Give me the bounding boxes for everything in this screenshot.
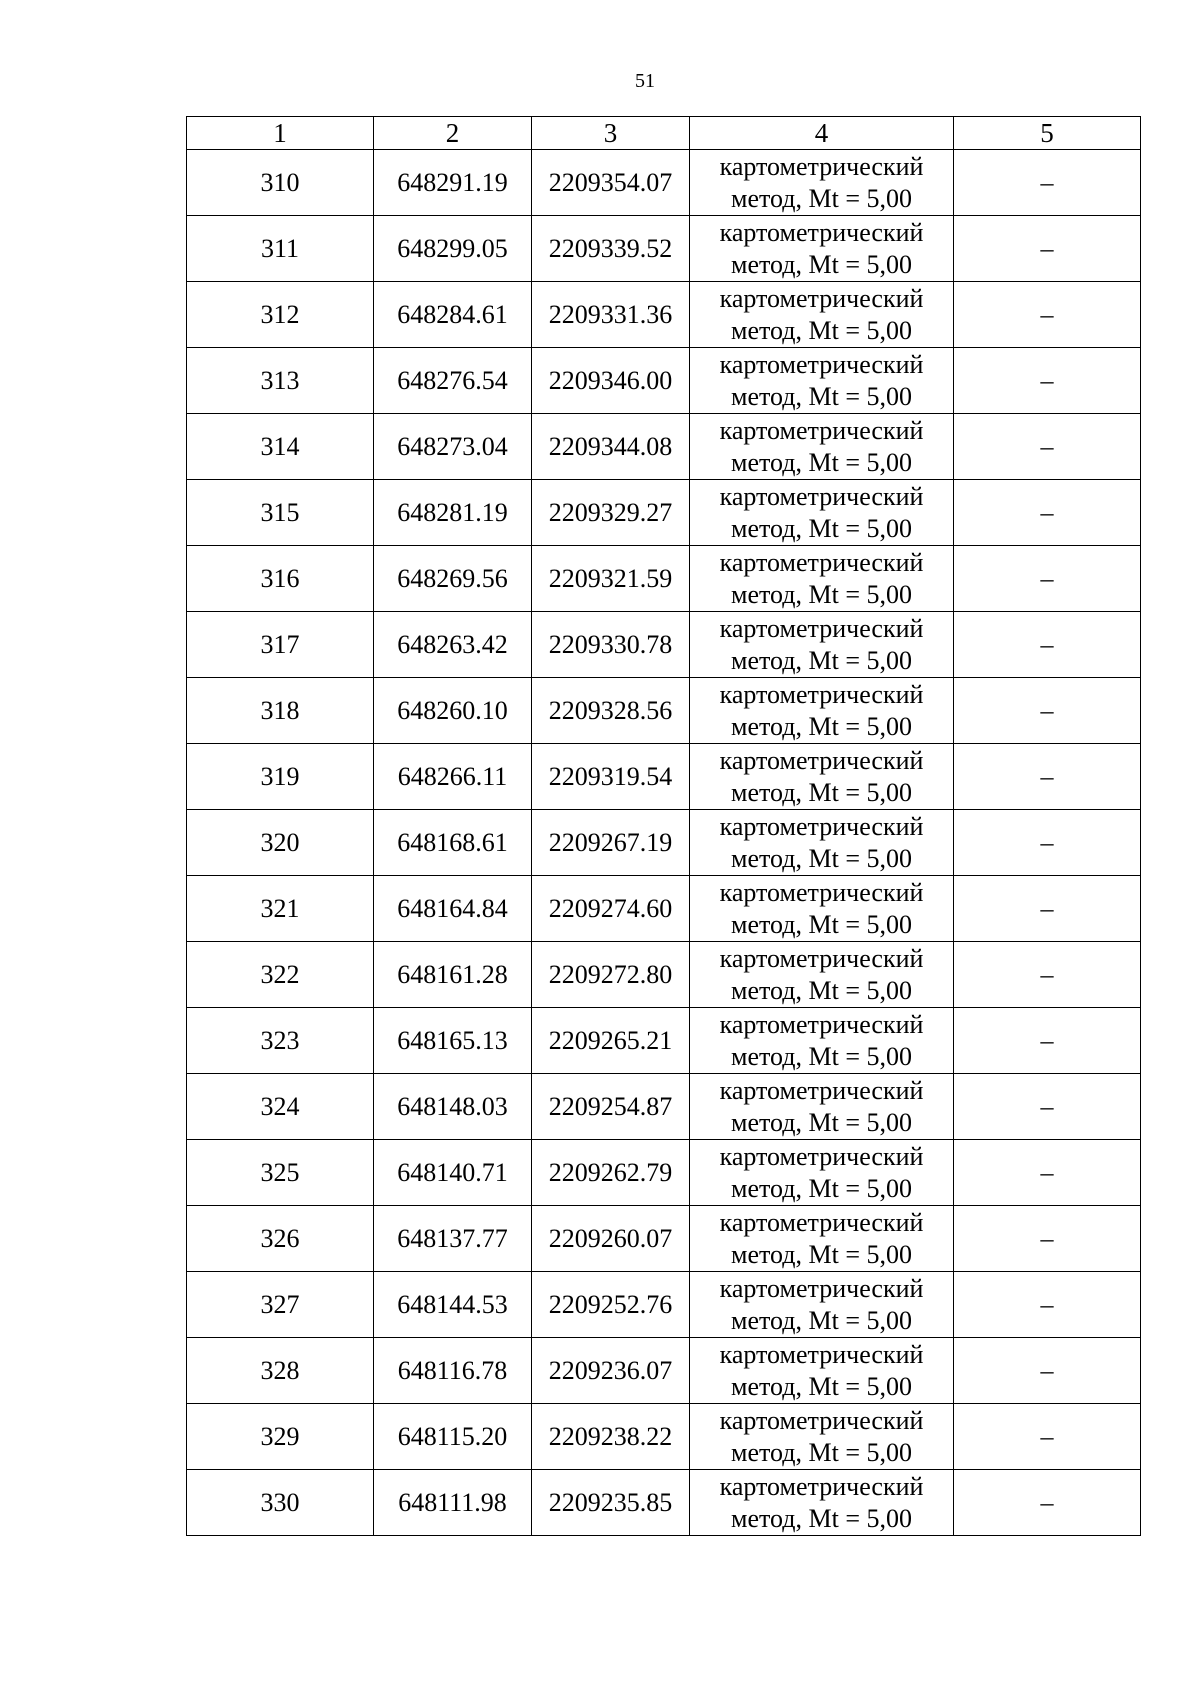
y-coordinate-cell: 2209236.07 (532, 1338, 690, 1404)
y-coordinate-cell: 2209274.60 (532, 876, 690, 942)
method-line-2: метод, Mt = 5,00 (731, 1305, 912, 1335)
y-coordinate-cell: 2209238.22 (532, 1404, 690, 1470)
method-line-1: картометрический (719, 1339, 924, 1369)
note-cell: – (954, 1074, 1141, 1140)
method-line-2: метод, Mt = 5,00 (731, 777, 912, 807)
y-coordinate-cell: 2209272.80 (532, 942, 690, 1008)
table-row (187, 942, 1141, 1008)
point-number-cell: 316 (187, 546, 374, 612)
table-row (187, 1404, 1141, 1470)
note-cell: – (954, 216, 1141, 282)
method-cell (690, 282, 954, 348)
method-line-2: метод, Mt = 5,00 (731, 1173, 912, 1203)
note-cell: – (954, 612, 1141, 678)
point-number-cell: 324 (187, 1074, 374, 1140)
note-cell: – (954, 150, 1141, 216)
table-row (187, 1206, 1141, 1272)
method-cell (690, 876, 954, 942)
y-coordinate-cell: 2209235.85 (532, 1470, 690, 1536)
table-row (187, 1470, 1141, 1536)
method-line-1: картометрический (719, 1273, 924, 1303)
method-line-1: картометрический (719, 943, 924, 973)
x-coordinate-cell: 648266.11 (374, 744, 532, 810)
point-number-cell: 322 (187, 942, 374, 1008)
note-cell: – (954, 1338, 1141, 1404)
table-row (187, 876, 1141, 942)
y-coordinate-cell: 2209262.79 (532, 1140, 690, 1206)
method-cell (690, 1140, 954, 1206)
point-number-cell: 323 (187, 1008, 374, 1074)
note-cell: – (954, 1140, 1141, 1206)
x-coordinate-cell: 648140.71 (374, 1140, 532, 1206)
method-line-1: картометрический (719, 877, 924, 907)
point-number-cell: 329 (187, 1404, 374, 1470)
x-coordinate-cell: 648164.84 (374, 876, 532, 942)
y-coordinate-cell: 2209328.56 (532, 678, 690, 744)
table-row (187, 612, 1141, 678)
method-line-1: картометрический (719, 1405, 924, 1435)
x-coordinate-cell: 648161.28 (374, 942, 532, 1008)
point-number-cell: 312 (187, 282, 374, 348)
method-cell (690, 612, 954, 678)
method-line-2: метод, Mt = 5,00 (731, 315, 912, 345)
y-coordinate-cell: 2209331.36 (532, 282, 690, 348)
note-cell: – (954, 282, 1141, 348)
x-coordinate-cell: 648291.19 (374, 150, 532, 216)
method-cell (690, 1470, 954, 1536)
x-coordinate-cell: 648269.56 (374, 546, 532, 612)
table-body (187, 150, 1141, 1536)
note-cell: – (954, 348, 1141, 414)
note-cell: – (954, 1470, 1141, 1536)
method-line-2: метод, Mt = 5,00 (731, 975, 912, 1005)
method-line-2: метод, Mt = 5,00 (731, 909, 912, 939)
table-row (187, 150, 1141, 216)
page-number: 51 (635, 70, 655, 92)
method-line-1: картометрический (719, 1075, 924, 1105)
method-line-1: картометрический (719, 151, 924, 181)
note-cell: – (954, 546, 1141, 612)
method-cell (690, 942, 954, 1008)
table-row (187, 480, 1141, 546)
method-line-2: метод, Mt = 5,00 (731, 711, 912, 741)
method-cell (690, 1272, 954, 1338)
method-line-2: метод, Mt = 5,00 (731, 843, 912, 873)
method-cell (690, 546, 954, 612)
x-coordinate-cell: 648263.42 (374, 612, 532, 678)
x-coordinate-cell: 648260.10 (374, 678, 532, 744)
method-line-1: картометрический (719, 283, 924, 313)
x-coordinate-cell: 648116.78 (374, 1338, 532, 1404)
column-header-3: 3 (532, 117, 690, 150)
point-number-cell: 321 (187, 876, 374, 942)
point-number-cell: 325 (187, 1140, 374, 1206)
y-coordinate-cell: 2209260.07 (532, 1206, 690, 1272)
method-line-2: метод, Mt = 5,00 (731, 579, 912, 609)
point-number-cell: 330 (187, 1470, 374, 1536)
point-number-cell: 326 (187, 1206, 374, 1272)
point-number-cell: 317 (187, 612, 374, 678)
table-row (187, 810, 1141, 876)
y-coordinate-cell: 2209330.78 (532, 612, 690, 678)
x-coordinate-cell: 648273.04 (374, 414, 532, 480)
method-cell (690, 480, 954, 546)
point-number-cell: 313 (187, 348, 374, 414)
method-line-1: картометрический (719, 1009, 924, 1039)
table-row (187, 546, 1141, 612)
method-line-1: картометрический (719, 745, 924, 775)
method-cell (690, 678, 954, 744)
note-cell: – (954, 810, 1141, 876)
x-coordinate-cell: 648281.19 (374, 480, 532, 546)
table-row (187, 678, 1141, 744)
method-line-1: картометрический (719, 1471, 924, 1501)
point-number-cell: 314 (187, 414, 374, 480)
note-cell: – (954, 414, 1141, 480)
table-row (187, 744, 1141, 810)
y-coordinate-cell: 2209267.19 (532, 810, 690, 876)
method-cell (690, 1008, 954, 1074)
y-coordinate-cell: 2209265.21 (532, 1008, 690, 1074)
table-row (187, 1338, 1141, 1404)
table-header-row (187, 117, 1141, 150)
x-coordinate-cell: 648148.03 (374, 1074, 532, 1140)
method-line-1: картометрический (719, 349, 924, 379)
table-row (187, 1140, 1141, 1206)
note-cell: – (954, 1404, 1141, 1470)
point-number-cell: 311 (187, 216, 374, 282)
y-coordinate-cell: 2209319.54 (532, 744, 690, 810)
method-line-2: метод, Mt = 5,00 (731, 1503, 912, 1533)
x-coordinate-cell: 648144.53 (374, 1272, 532, 1338)
method-cell (690, 348, 954, 414)
point-number-cell: 320 (187, 810, 374, 876)
method-line-1: картометрический (719, 481, 924, 511)
note-cell: – (954, 678, 1141, 744)
method-cell (690, 150, 954, 216)
table-row (187, 216, 1141, 282)
method-line-2: метод, Mt = 5,00 (731, 249, 912, 279)
note-cell: – (954, 1206, 1141, 1272)
note-cell: – (954, 1008, 1141, 1074)
y-coordinate-cell: 2209354.07 (532, 150, 690, 216)
method-line-2: метод, Mt = 5,00 (731, 645, 912, 675)
y-coordinate-cell: 2209252.76 (532, 1272, 690, 1338)
method-line-2: метод, Mt = 5,00 (731, 1371, 912, 1401)
y-coordinate-cell: 2209339.52 (532, 216, 690, 282)
method-cell (690, 1404, 954, 1470)
y-coordinate-cell: 2209344.08 (532, 414, 690, 480)
y-coordinate-cell: 2209321.59 (532, 546, 690, 612)
method-line-2: метод, Mt = 5,00 (731, 1437, 912, 1467)
method-cell (690, 216, 954, 282)
x-coordinate-cell: 648168.61 (374, 810, 532, 876)
method-cell (690, 744, 954, 810)
x-coordinate-cell: 648165.13 (374, 1008, 532, 1074)
x-coordinate-cell: 648115.20 (374, 1404, 532, 1470)
point-number-cell: 310 (187, 150, 374, 216)
method-line-2: метод, Mt = 5,00 (731, 1239, 912, 1269)
method-cell (690, 414, 954, 480)
table-row (187, 348, 1141, 414)
method-line-1: картометрический (719, 1141, 924, 1171)
method-line-2: метод, Mt = 5,00 (731, 1041, 912, 1071)
method-cell (690, 1206, 954, 1272)
x-coordinate-cell: 648276.54 (374, 348, 532, 414)
method-line-2: метод, Mt = 5,00 (731, 1107, 912, 1137)
method-line-1: картометрический (719, 679, 924, 709)
point-number-cell: 327 (187, 1272, 374, 1338)
method-line-1: картометрический (719, 811, 924, 841)
method-line-2: метод, Mt = 5,00 (731, 447, 912, 477)
method-line-1: картометрический (719, 415, 924, 445)
x-coordinate-cell: 648111.98 (374, 1470, 532, 1536)
method-line-2: метод, Mt = 5,00 (731, 513, 912, 543)
method-line-1: картометрический (719, 613, 924, 643)
point-number-cell: 319 (187, 744, 374, 810)
method-cell (690, 810, 954, 876)
method-line-1: картометрический (719, 1207, 924, 1237)
y-coordinate-cell: 2209329.27 (532, 480, 690, 546)
point-number-cell: 318 (187, 678, 374, 744)
coordinates-table (186, 116, 1141, 1536)
method-line-2: метод, Mt = 5,00 (731, 183, 912, 213)
method-line-1: картометрический (719, 547, 924, 577)
table-row (187, 1272, 1141, 1338)
method-cell (690, 1338, 954, 1404)
column-header-2: 2 (374, 117, 532, 150)
point-number-cell: 315 (187, 480, 374, 546)
table-row (187, 1074, 1141, 1140)
x-coordinate-cell: 648137.77 (374, 1206, 532, 1272)
table-row (187, 282, 1141, 348)
x-coordinate-cell: 648284.61 (374, 282, 532, 348)
column-header-1: 1 (187, 117, 374, 150)
y-coordinate-cell: 2209254.87 (532, 1074, 690, 1140)
table-row (187, 414, 1141, 480)
note-cell: – (954, 942, 1141, 1008)
method-line-1: картометрический (719, 217, 924, 247)
note-cell: – (954, 744, 1141, 810)
point-number-cell: 328 (187, 1338, 374, 1404)
note-cell: – (954, 1272, 1141, 1338)
column-header-5: 5 (954, 117, 1141, 150)
table-row (187, 1008, 1141, 1074)
y-coordinate-cell: 2209346.00 (532, 348, 690, 414)
note-cell: – (954, 480, 1141, 546)
method-line-2: метод, Mt = 5,00 (731, 381, 912, 411)
column-header-4: 4 (690, 117, 954, 150)
x-coordinate-cell: 648299.05 (374, 216, 532, 282)
method-cell (690, 1074, 954, 1140)
note-cell: – (954, 876, 1141, 942)
